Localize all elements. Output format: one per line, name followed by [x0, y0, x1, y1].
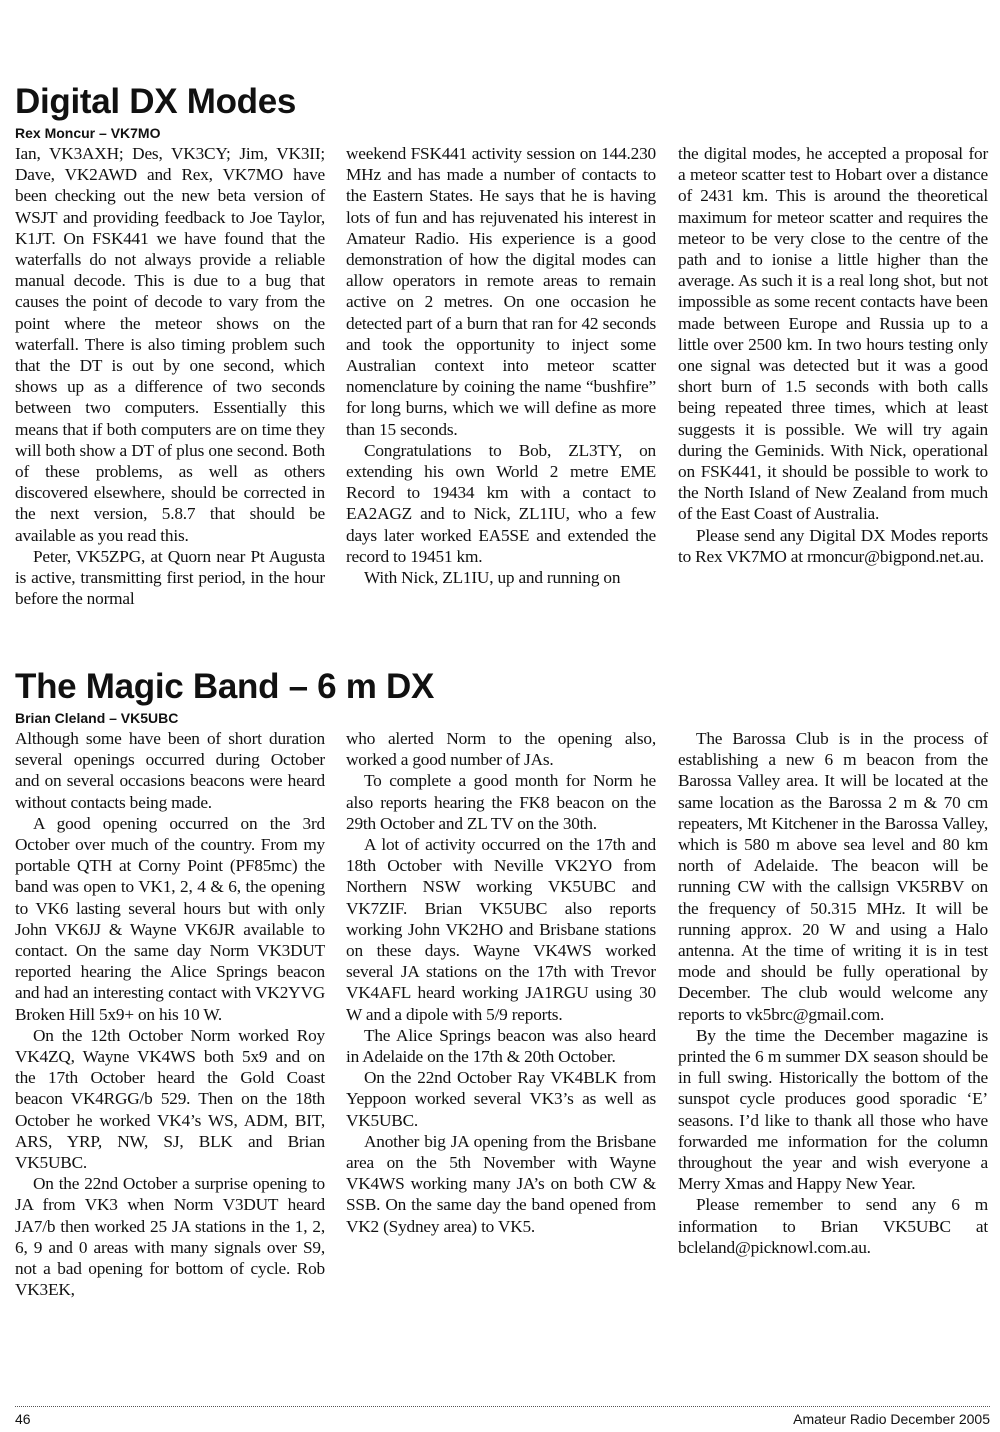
column-1	[15, 143, 325, 609]
paragraph: Another big JA opening from the Brisbane area on the 5th November with Wayne VK4WS working many JA’s on both CW & SSB. On the same day the band opened from VK2 (Sydney area) to VK5.	[346, 1131, 656, 1236]
column-2	[346, 728, 656, 1237]
article-title: The Magic Band – 6 m DX	[15, 667, 435, 706]
paragraph: A lot of activity occurred on the 17th and 18th October with Neville VK2YO from Northern NSW working VK5UBC and VK7ZIF. Brian VK5UBC also reports working John VK2HO and Brisbane stations on these days. Wayne VK4WS worked several JA stations on the 17th with Trevor VK4AFL heard working JA1RGU using 30 W and a dipole with 5/9 reports.	[346, 835, 656, 1024]
paragraph: Ian, VK3AXH; Des, VK3CY; Jim, VK3II; Dave, VK2AWD and Rex, VK7MO have been checking out the new beta version of WSJT and providing feedback to Joe Taylor, K1JT. On FSK441 we have found that the waterfalls do not always provide a reliable manual decode. This is due to a bug that causes the point of decode to vary from the point where the meteor shows on the waterfall. There is also timing problem such that the DT is out by one second, which shows up as a difference of two seconds between two computers. Essentially this means that if both computers are on time they will both show a DT of plus one second. Both of these problems, as well as others discovered elsewhere, should be corrected in the next version, 5.8.7 that should be available as you read this.	[15, 144, 325, 545]
column-2	[346, 143, 656, 588]
paragraph: Congratulations to Bob, ZL3TY, on extending his own World 2 metre EME Record to 19434 km with a contact to EA2AGZ and to Nick, ZL1IU, who a few days later worked EA5SE and extended the record to 19451 km.	[346, 440, 656, 566]
paragraph: Please send any Digital DX Modes reports to Rex VK7MO at rmoncur@bigpond.net.au.	[678, 525, 988, 566]
publication-info: Amateur Radio December 2005	[793, 1411, 990, 1427]
column-3	[678, 728, 988, 1258]
article-byline: Rex Moncur – VK7MO	[15, 125, 161, 141]
paragraph: who alerted Norm to the opening also, worked a good number of JAs.	[346, 729, 656, 770]
article-title: Digital DX Modes	[15, 82, 297, 121]
article-byline: Brian Cleland – VK5UBC	[15, 710, 179, 726]
paragraph: A good opening occurred on the 3rd October over much of the country. From my portable QTH at Corny Point (PF85mc) the band was open to VK1, 2, 4 & 6, the opening to VK6 lasting several hours but with only John VK6JJ & Wayne VK6JR available to contact. On the same day Norm VK3DUT reported hearing the Alice Springs beacon and had an interesting contact with VK2YVG Broken Hill 5x9+ on his 10 W.	[15, 813, 325, 1024]
paragraph: Although some have been of short duration several openings occurred during October and on several occasions beacons were heard without contacts being made.	[15, 729, 325, 812]
paragraph: On the 22nd October Ray VK4BLK from Yeppoon worked several VK3’s as well as VK5UBC.	[346, 1068, 656, 1130]
article-magic-band	[15, 667, 990, 1328]
paragraph: To complete a good month for Norm he also reports hearing the FK8 beacon on the 29th October and ZL TV on the 30th.	[346, 771, 656, 833]
footer-divider	[15, 1406, 990, 1407]
article-columns	[15, 728, 990, 1328]
paragraph: The Barossa Club is in the process of establishing a new 6 m beacon from the Barossa Valley area. It will be located at the same location as the Barossa 2 m & 70 cm repeaters, Mt Kitchener in the Barossa Valley, which is 580 m above sea level and 80 km north of Adelaide. The beacon will be running CW with the callsign VK5RBV on the frequency of 50.315 MHz. It will be running approx. 20 W and using a Halo antenna. At the time of writing it is in test mode and should be fully operational by December. The club would welcome any reports to vk5brc@gmail.com.	[678, 729, 988, 1024]
paragraph: On the 12th October Norm worked Roy VK4ZQ, Wayne VK4WS both 5x9 and on the 17th October heard the Gold Coast beacon VK4RGG/b 529. Then on the 18th October he worked VK4’s WS, ADM, BIT, ARS, YRP, NW, SJ, BLK and Brian VK5UBC.	[15, 1025, 325, 1173]
paragraph: Peter, VK5ZPG, at Quorn near Pt Augusta is active, transmitting first period, in the hour before the normal	[15, 546, 325, 609]
page-number: 46	[15, 1411, 31, 1427]
paragraph: Please remember to send any 6 m information to Brian VK5UBC at bcleland@picknowl.com.au.	[678, 1195, 988, 1257]
column-1	[15, 728, 325, 1300]
paragraph: On the 22nd October a surprise opening to JA from VK3 when Norm V3DUT heard JA7/b then worked 25 JA stations in the 1, 2, 6, 9 and 0 areas with many signals over S9, not a bad opening for bottom of cycle. Rob VK3EK,	[15, 1174, 325, 1300]
paragraph: With Nick, ZL1IU, up and running on	[364, 568, 621, 588]
paragraph: the digital modes, he accepted a proposal for a meteor scatter test to Hobart over a distance of 2431 km. This is around the theoretical maximum for meteor scatter and requires the meteor to be very close to the centre of the path and to ionise a little higher than the average. As such it is a real long shot, but not impossible as some recent contacts have been made between Europe and Russia up to a little over 2500 km. In two hours testing only one signal was detected but it was a good short burn of 1.5 seconds with both calls being repeated three times, which at least suggests it is possible. We will try again during the Geminids. With Nick, operational on FSK441, it should be possible to work to the North Island of New Zealand from much of the East Coast of Australia.	[678, 144, 988, 524]
paragraph: By the time the December magazine is printed the 6 m summer DX season should be in full swing. Historically the bottom of the sunspot cycle produces good sporadic ‘E’ seasons. I’d like to thank all those who have forwarded me information for the column throughout the year and wish everyone a Merry Xmas and Happy New Year.	[678, 1025, 988, 1194]
paragraph: weekend FSK441 activity session on 144.230 MHz and has made a number of contacts to the Eastern States. He says that he is having lots of fun and has rejuvenated his interest in Amateur Radio. His experience is a good demonstration of how the digital modes can allow operators in remote areas to remain active on 2 metres. On one occasion he detected part of a burn that ran for 42 seconds and took the opportunity to inject some Australian context into meteor scatter nomenclature by coining the name “bushfire” for long burns, which we will define as more than 15 seconds.	[346, 144, 656, 439]
article-digital-dx-modes	[15, 82, 990, 633]
column-3	[678, 143, 988, 567]
article-columns	[15, 143, 990, 633]
paragraph: The Alice Springs beacon was also heard in Adelaide on the 17th & 20th October.	[346, 1025, 656, 1067]
